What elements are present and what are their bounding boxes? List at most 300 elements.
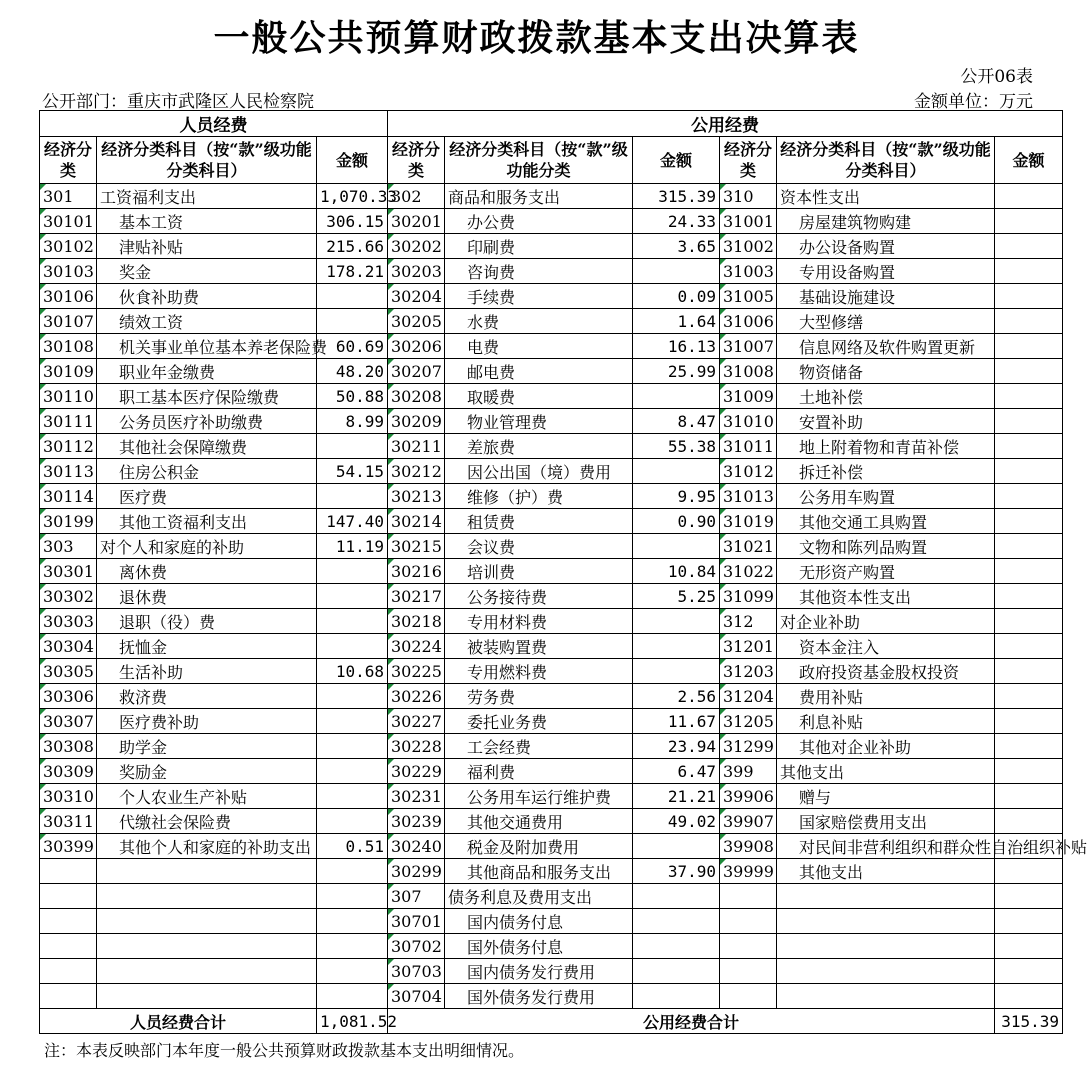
economic-code xyxy=(720,909,777,934)
economic-code xyxy=(40,884,97,909)
amount-cell xyxy=(317,309,388,334)
amount-cell: 9.95 xyxy=(633,484,720,509)
category-name: 无形资产购置 xyxy=(777,559,995,584)
category-name: 救济费 xyxy=(97,684,317,709)
amount-cell xyxy=(317,684,388,709)
amount-cell xyxy=(317,884,388,909)
economic-code: 30199 xyxy=(40,509,97,534)
category-name: 地上附着物和青苗补偿 xyxy=(777,434,995,459)
amount-cell xyxy=(317,809,388,834)
table-row xyxy=(40,984,1063,1009)
amount-cell: 2.56 xyxy=(633,684,720,709)
economic-code xyxy=(720,959,777,984)
amount-cell xyxy=(995,734,1063,759)
amount-cell: 8.99 xyxy=(317,409,388,434)
category-name: 国内债务发行费用 xyxy=(445,959,633,984)
table-row xyxy=(40,934,1063,959)
expenditure-table xyxy=(39,110,1087,1034)
economic-code: 30229 xyxy=(388,759,445,784)
amount-cell: 10.84 xyxy=(633,559,720,584)
table-row xyxy=(40,534,1063,559)
economic-code: 31203 xyxy=(720,659,777,684)
category-name: 其他个人和家庭的补助支出 xyxy=(97,834,317,859)
economic-code: 30239 xyxy=(388,809,445,834)
amount-cell: 306.15 xyxy=(317,209,388,234)
economic-code: 31011 xyxy=(720,434,777,459)
amount-cell xyxy=(633,659,720,684)
amount-cell: 49.02 xyxy=(633,809,720,834)
amount-cell xyxy=(633,634,720,659)
amount-cell xyxy=(633,534,720,559)
category-name: 助学金 xyxy=(97,734,317,759)
economic-code: 30109 xyxy=(40,359,97,384)
amount-cell xyxy=(995,984,1063,1009)
amount-cell xyxy=(317,784,388,809)
table-row xyxy=(40,634,1063,659)
economic-code: 30231 xyxy=(388,784,445,809)
amount-cell xyxy=(317,434,388,459)
amount-cell: 1.64 xyxy=(633,309,720,334)
economic-code: 30702 xyxy=(388,934,445,959)
table-row xyxy=(40,834,1063,859)
amount-cell xyxy=(995,909,1063,934)
category-name: 安置补助 xyxy=(777,409,995,434)
economic-code: 312 xyxy=(720,609,777,634)
table-row xyxy=(40,459,1063,484)
table-row xyxy=(40,284,1063,309)
amount-cell xyxy=(317,709,388,734)
economic-code: 31021 xyxy=(720,534,777,559)
category-name xyxy=(777,934,995,959)
amount-cell xyxy=(317,634,388,659)
amount-cell xyxy=(995,884,1063,909)
amount-cell: 21.21 xyxy=(633,784,720,809)
table-row xyxy=(40,784,1063,809)
category-name: 办公设备购置 xyxy=(777,234,995,259)
category-name: 抚恤金 xyxy=(97,634,317,659)
economic-code: 31019 xyxy=(720,509,777,534)
economic-code xyxy=(720,884,777,909)
category-name: 对企业补助 xyxy=(777,609,995,634)
amount-cell xyxy=(317,909,388,934)
economic-code: 39908 xyxy=(720,834,777,859)
amount-cell xyxy=(317,934,388,959)
amount-cell: 1,070.33 xyxy=(317,184,388,209)
economic-code: 30305 xyxy=(40,659,97,684)
economic-code: 31007 xyxy=(720,334,777,359)
category-name: 物资储备 xyxy=(777,359,995,384)
economic-code: 30299 xyxy=(388,859,445,884)
economic-code: 30103 xyxy=(40,259,97,284)
economic-code: 30303 xyxy=(40,609,97,634)
economic-code: 30107 xyxy=(40,309,97,334)
economic-code xyxy=(40,934,97,959)
category-name: 其他资本性支出 xyxy=(777,584,995,609)
table-row xyxy=(40,359,1063,384)
economic-code: 30102 xyxy=(40,234,97,259)
economic-code: 31205 xyxy=(720,709,777,734)
amount-cell: 25.99 xyxy=(633,359,720,384)
category-name: 电费 xyxy=(445,334,633,359)
personnel-total-label: 人员经费合计 xyxy=(40,1009,317,1034)
category-name: 其他交通工具购置 xyxy=(777,509,995,534)
amount-cell xyxy=(995,484,1063,509)
economic-code: 30301 xyxy=(40,559,97,584)
economic-code xyxy=(720,934,777,959)
amount-cell xyxy=(995,834,1063,859)
economic-code: 39907 xyxy=(720,809,777,834)
amount-cell: 6.47 xyxy=(633,759,720,784)
table-row xyxy=(40,309,1063,334)
amount-cell xyxy=(633,834,720,859)
table-row xyxy=(40,184,1063,209)
public-total-label: 公用经费合计 xyxy=(388,1009,995,1034)
amount-cell xyxy=(995,859,1063,884)
form-number: 公开06表 xyxy=(960,67,1033,87)
economic-code: 30208 xyxy=(388,384,445,409)
economic-code: 30701 xyxy=(388,909,445,934)
amount-cell xyxy=(995,809,1063,834)
page-title: 一般公共预算财政拨款基本支出决算表 xyxy=(213,17,860,59)
economic-code: 30106 xyxy=(40,284,97,309)
amount-cell xyxy=(633,384,720,409)
economic-code: 30310 xyxy=(40,784,97,809)
category-name: 其他社会保障缴费 xyxy=(97,434,317,459)
table-row xyxy=(40,759,1063,784)
amount-cell xyxy=(995,234,1063,259)
category-name: 专用设备购置 xyxy=(777,259,995,284)
category-name: 医疗费 xyxy=(97,484,317,509)
amount-cell xyxy=(633,909,720,934)
category-name: 其他交通费用 xyxy=(445,809,633,834)
economic-code: 30202 xyxy=(388,234,445,259)
economic-code xyxy=(40,959,97,984)
economic-code: 30212 xyxy=(388,459,445,484)
economic-code: 30240 xyxy=(388,834,445,859)
economic-code: 30110 xyxy=(40,384,97,409)
amount-cell: 11.19 xyxy=(317,534,388,559)
category-name: 代缴社会保险费 xyxy=(97,809,317,834)
category-name xyxy=(777,959,995,984)
amount-cell xyxy=(633,959,720,984)
category-name: 资本金注入 xyxy=(777,634,995,659)
category-name: 奖励金 xyxy=(97,759,317,784)
amount-cell: 37.90 xyxy=(633,859,720,884)
category-name: 水费 xyxy=(445,309,633,334)
amount-cell xyxy=(995,509,1063,534)
economic-code: 30309 xyxy=(40,759,97,784)
table-row xyxy=(40,909,1063,934)
amount-cell xyxy=(995,209,1063,234)
amount-cell: 11.67 xyxy=(633,709,720,734)
category-name: 会议费 xyxy=(445,534,633,559)
amount-cell: 10.68 xyxy=(317,659,388,684)
category-name: 信息网络及软件购置更新 xyxy=(777,334,995,359)
amount-cell xyxy=(633,884,720,909)
category-name: 个人农业生产补贴 xyxy=(97,784,317,809)
table-row xyxy=(40,709,1063,734)
economic-code: 30112 xyxy=(40,434,97,459)
economic-code: 30211 xyxy=(388,434,445,459)
category-name: 费用补贴 xyxy=(777,684,995,709)
economic-code: 30225 xyxy=(388,659,445,684)
economic-code: 30215 xyxy=(388,534,445,559)
economic-code: 31099 xyxy=(720,584,777,609)
economic-code xyxy=(720,984,777,1009)
amount-cell: 315.39 xyxy=(633,184,720,209)
economic-code: 30311 xyxy=(40,809,97,834)
amount-cell xyxy=(995,759,1063,784)
category-name: 退休费 xyxy=(97,584,317,609)
header-amount: 金额 xyxy=(633,137,720,184)
economic-code: 30218 xyxy=(388,609,445,634)
category-name xyxy=(777,909,995,934)
amount-cell: 60.69 xyxy=(317,334,388,359)
table-row xyxy=(40,734,1063,759)
economic-code: 30206 xyxy=(388,334,445,359)
category-name: 咨询费 xyxy=(445,259,633,284)
amount-cell xyxy=(633,934,720,959)
section-header-row xyxy=(40,111,1063,137)
economic-code: 31005 xyxy=(720,284,777,309)
category-name: 专用燃料费 xyxy=(445,659,633,684)
economic-code: 30217 xyxy=(388,584,445,609)
category-name: 利息补贴 xyxy=(777,709,995,734)
economic-code: 30226 xyxy=(388,684,445,709)
amount-cell: 0.09 xyxy=(633,284,720,309)
category-name: 医疗费补助 xyxy=(97,709,317,734)
table-row xyxy=(40,559,1063,584)
table-row xyxy=(40,234,1063,259)
amount-cell: 147.40 xyxy=(317,509,388,534)
amount-cell xyxy=(317,609,388,634)
category-name: 职业年金缴费 xyxy=(97,359,317,384)
category-name: 对个人和家庭的补助 xyxy=(97,534,317,559)
economic-code: 30307 xyxy=(40,709,97,734)
amount-cell xyxy=(995,384,1063,409)
category-name xyxy=(777,884,995,909)
economic-code: 39999 xyxy=(720,859,777,884)
amount-cell xyxy=(995,934,1063,959)
amount-cell xyxy=(633,459,720,484)
economic-code: 31012 xyxy=(720,459,777,484)
category-name: 伙食补助费 xyxy=(97,284,317,309)
header-code: 经济分类 xyxy=(720,137,777,184)
amount-cell xyxy=(995,534,1063,559)
category-name: 基本工资 xyxy=(97,209,317,234)
economic-code: 31299 xyxy=(720,734,777,759)
category-name: 差旅费 xyxy=(445,434,633,459)
table-row xyxy=(40,509,1063,534)
amount-cell xyxy=(995,334,1063,359)
amount-cell xyxy=(317,284,388,309)
category-name xyxy=(97,884,317,909)
amount-cell xyxy=(995,709,1063,734)
economic-code: 399 xyxy=(720,759,777,784)
category-name: 房屋建筑物购建 xyxy=(777,209,995,234)
amount-cell xyxy=(995,284,1063,309)
table-row xyxy=(40,809,1063,834)
economic-code: 30207 xyxy=(388,359,445,384)
category-name: 国外债务付息 xyxy=(445,934,633,959)
amount-cell: 5.25 xyxy=(633,584,720,609)
amount-cell: 55.38 xyxy=(633,434,720,459)
category-name: 奖金 xyxy=(97,259,317,284)
economic-code: 30704 xyxy=(388,984,445,1009)
economic-code: 30113 xyxy=(40,459,97,484)
table-row xyxy=(40,859,1063,884)
public-total-value: 315.39 xyxy=(995,1009,1063,1034)
category-name: 其他对企业补助 xyxy=(777,734,995,759)
category-name xyxy=(777,984,995,1009)
amount-unit-label: 金额单位：万元 xyxy=(914,92,1033,112)
amount-cell xyxy=(995,959,1063,984)
category-name: 公务员医疗补助缴费 xyxy=(97,409,317,434)
economic-code: 30703 xyxy=(388,959,445,984)
amount-cell xyxy=(995,659,1063,684)
category-name: 国外债务发行费用 xyxy=(445,984,633,1009)
table-row xyxy=(40,259,1063,284)
category-name: 培训费 xyxy=(445,559,633,584)
category-name: 手续费 xyxy=(445,284,633,309)
table-row xyxy=(40,409,1063,434)
table-row xyxy=(40,659,1063,684)
category-name: 赠与 xyxy=(777,784,995,809)
category-name: 其他商品和服务支出 xyxy=(445,859,633,884)
economic-code: 30205 xyxy=(388,309,445,334)
department-label: 公开部门：重庆市武隆区人民检察院 xyxy=(42,92,314,112)
header-name: 经济分类科目（按“款”级功能分类科目） xyxy=(777,137,995,184)
column-header-row xyxy=(40,137,1063,184)
economic-code: 303 xyxy=(40,534,97,559)
economic-code: 30114 xyxy=(40,484,97,509)
category-name xyxy=(97,984,317,1009)
economic-code: 30399 xyxy=(40,834,97,859)
amount-cell xyxy=(317,584,388,609)
category-name: 专用材料费 xyxy=(445,609,633,634)
economic-code: 30228 xyxy=(388,734,445,759)
amount-cell: 16.13 xyxy=(633,334,720,359)
amount-cell: 0.51 xyxy=(317,834,388,859)
amount-cell xyxy=(995,684,1063,709)
amount-cell xyxy=(317,859,388,884)
category-name: 住房公积金 xyxy=(97,459,317,484)
economic-code: 30302 xyxy=(40,584,97,609)
economic-code xyxy=(40,984,97,1009)
category-name: 公务用车购置 xyxy=(777,484,995,509)
category-name: 津贴补贴 xyxy=(97,234,317,259)
category-name: 大型修缮 xyxy=(777,309,995,334)
amount-cell xyxy=(995,784,1063,809)
amount-cell xyxy=(317,484,388,509)
category-name: 国家赔偿费用支出 xyxy=(777,809,995,834)
economic-code: 31002 xyxy=(720,234,777,259)
category-name: 办公费 xyxy=(445,209,633,234)
economic-code: 31009 xyxy=(720,384,777,409)
category-name xyxy=(97,959,317,984)
category-name: 绩效工资 xyxy=(97,309,317,334)
category-name: 其他工资福利支出 xyxy=(97,509,317,534)
category-name: 福利费 xyxy=(445,759,633,784)
category-name: 拆迁补偿 xyxy=(777,459,995,484)
economic-code: 31204 xyxy=(720,684,777,709)
amount-cell: 23.94 xyxy=(633,734,720,759)
header-code: 经济分类 xyxy=(40,137,97,184)
economic-code: 39906 xyxy=(720,784,777,809)
amount-cell: 48.20 xyxy=(317,359,388,384)
category-name: 离休费 xyxy=(97,559,317,584)
economic-code: 302 xyxy=(388,184,445,209)
category-name: 土地补偿 xyxy=(777,384,995,409)
economic-code: 30203 xyxy=(388,259,445,284)
category-name: 物业管理费 xyxy=(445,409,633,434)
table-row xyxy=(40,609,1063,634)
table-row xyxy=(40,959,1063,984)
category-name: 政府投资基金股权投资 xyxy=(777,659,995,684)
category-name: 公务用车运行维护费 xyxy=(445,784,633,809)
amount-cell: 0.90 xyxy=(633,509,720,534)
category-name: 生活补助 xyxy=(97,659,317,684)
amount-cell xyxy=(995,359,1063,384)
amount-cell xyxy=(995,559,1063,584)
economic-code: 301 xyxy=(40,184,97,209)
amount-cell xyxy=(995,409,1063,434)
amount-cell xyxy=(995,434,1063,459)
amount-cell xyxy=(633,609,720,634)
category-name: 工资福利支出 xyxy=(97,184,317,209)
amount-cell xyxy=(317,734,388,759)
header-name: 经济分类科目（按“款”级功能分类 xyxy=(445,137,633,184)
economic-code: 31008 xyxy=(720,359,777,384)
amount-cell xyxy=(317,759,388,784)
amount-cell: 3.65 xyxy=(633,234,720,259)
category-name: 印刷费 xyxy=(445,234,633,259)
category-name: 退职（役）费 xyxy=(97,609,317,634)
category-name: 委托业务费 xyxy=(445,709,633,734)
economic-code xyxy=(40,859,97,884)
footnote: 注：本表反映部门本年度一般公共预算财政拨款基本支出明细情况。 xyxy=(44,1041,525,1060)
personnel-total-value: 1,081.52 xyxy=(317,1009,388,1034)
economic-code: 30213 xyxy=(388,484,445,509)
header-amount: 金额 xyxy=(995,137,1063,184)
category-name: 因公出国（境）费用 xyxy=(445,459,633,484)
economic-code: 30204 xyxy=(388,284,445,309)
economic-code: 30209 xyxy=(388,409,445,434)
economic-code: 30306 xyxy=(40,684,97,709)
category-name: 税金及附加费用 xyxy=(445,834,633,859)
category-name xyxy=(97,934,317,959)
category-name: 租赁费 xyxy=(445,509,633,534)
economic-code: 31201 xyxy=(720,634,777,659)
amount-cell: 178.21 xyxy=(317,259,388,284)
category-name: 债务利息及费用支出 xyxy=(445,884,633,909)
category-name: 被装购置费 xyxy=(445,634,633,659)
category-name: 职工基本医疗保险缴费 xyxy=(97,384,317,409)
amount-cell xyxy=(633,259,720,284)
economic-code: 30304 xyxy=(40,634,97,659)
category-name: 其他支出 xyxy=(777,859,995,884)
economic-code: 30224 xyxy=(388,634,445,659)
amount-cell xyxy=(995,634,1063,659)
economic-code: 307 xyxy=(388,884,445,909)
economic-code: 30101 xyxy=(40,209,97,234)
category-name: 文物和陈列品购置 xyxy=(777,534,995,559)
category-name: 其他支出 xyxy=(777,759,995,784)
category-name: 国内债务付息 xyxy=(445,909,633,934)
economic-code: 31010 xyxy=(720,409,777,434)
category-name: 邮电费 xyxy=(445,359,633,384)
amount-cell: 50.88 xyxy=(317,384,388,409)
